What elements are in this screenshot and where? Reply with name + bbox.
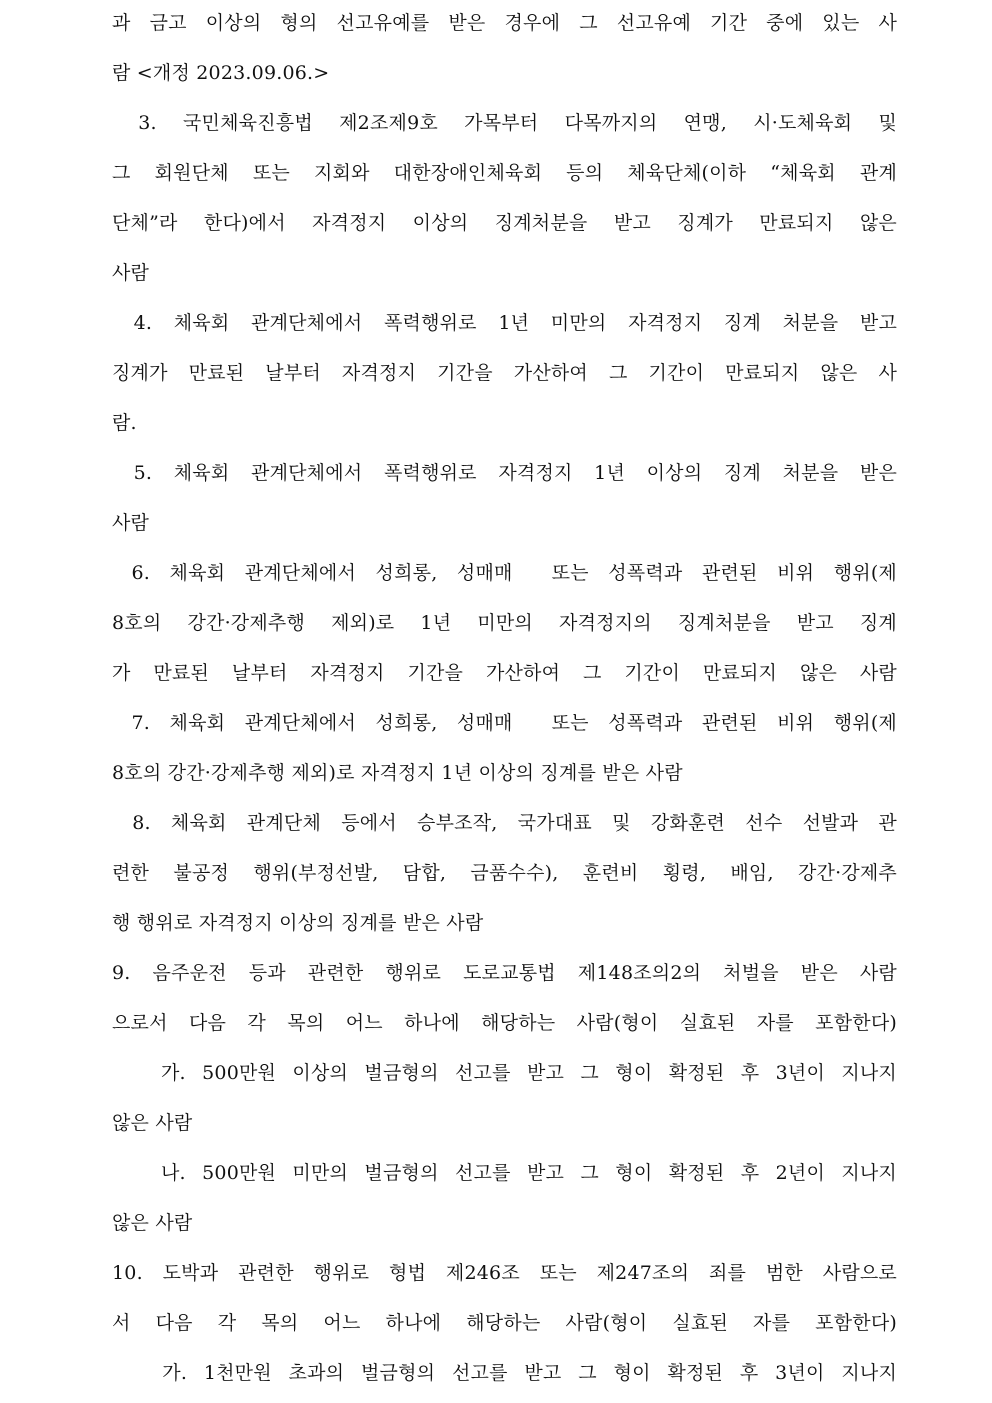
text-line: 가. 500만원 이상의 벌금형의 선고를 받고 그 형이 확정된 후 3년이 지나지 (112, 1062, 897, 1084)
text-line: 나. 500만원 미만의 벌금형의 선고를 받고 그 형이 확정된 후 2년이 지나지 (112, 1162, 897, 1184)
text-line: 과 금고 이상의 형의 선고유예를 받은 경우에 그 선고유예 기간 중에 있는 사 (112, 12, 897, 34)
text-line: 7. 체육회 관계단체에서 성희롱, 성매매 또는 성폭력과 관련된 비위 행위(제 (112, 712, 897, 734)
text-line: 으로서 다음 각 목의 어느 하나에 해당하는 사람(형이 실효된 자를 포함한다) (112, 1012, 897, 1034)
text-line: 않은 사람 (112, 1112, 193, 1134)
text-line: 6. 체육회 관계단체에서 성희롱, 성매매 또는 성폭력과 관련된 비위 행위(제 (112, 562, 897, 584)
text-line: 련한 불공정 행위(부정선발, 담합, 금품수수), 훈련비 횡령, 배임, 강간·강제추 (112, 862, 897, 884)
document-body (112, 2, 897, 1402)
text-line: 3. 국민체육진흥법 제2조제9호 가목부터 다목까지의 연맹, 시·도체육회 및 (112, 112, 897, 134)
text-line: 5. 체육회 관계단체에서 폭력행위로 자격정지 1년 이상의 징계 처분을 받은 (112, 462, 897, 484)
text-line: 단체”라 한다)에서 자격정지 이상의 징계처분을 받고 징계가 만료되지 않은 (112, 212, 897, 234)
text-line: 8호의 강간·강제추행 제외)로 1년 미만의 자격정지의 징계처분을 받고 징계 (112, 612, 897, 634)
text-line: 징계가 만료된 날부터 자격정지 기간을 가산하여 그 기간이 만료되지 않은 사 (112, 362, 897, 384)
text-line: 람. (112, 412, 137, 434)
text-line: 서 다음 각 목의 어느 하나에 해당하는 사람(형이 실효된 자를 포함한다) (112, 1312, 897, 1334)
text-line: 8. 체육회 관계단체 등에서 승부조작, 국가대표 및 강화훈련 선수 선발과 관 (112, 812, 897, 834)
text-line: 않은 사람 (112, 1212, 193, 1234)
text-line: 그 회원단체 또는 지회와 대한장애인체육회 등의 체육단체(이하 “체육회 관계 (112, 162, 897, 184)
text-line: 9. 음주운전 등과 관련한 행위로 도로교통법 제148조의2의 처벌을 받은 사람 (112, 962, 897, 984)
text-line: 4. 체육회 관계단체에서 폭력행위로 1년 미만의 자격정지 징계 처분을 받고 (112, 312, 897, 334)
text-line: 8호의 강간·강제추행 제외)로 자격정지 1년 이상의 징계를 받은 사람 (112, 762, 683, 784)
text-line: 가 만료된 날부터 자격정지 기간을 가산하여 그 기간이 만료되지 않은 사람 (112, 662, 897, 684)
text-line: 행 행위로 자격정지 이상의 징계를 받은 사람 (112, 912, 484, 934)
text-line: 가. 1천만원 초과의 벌금형의 선고를 받고 그 형이 확정된 후 3년이 지나지 (112, 1362, 897, 1384)
text-line: 사람 (112, 512, 150, 534)
text-line: 사람 (112, 262, 150, 284)
text-line: 10. 도박과 관련한 행위로 형법 제246조 또는 제247조의 죄를 범한 사람으로 (112, 1262, 897, 1284)
text-line: 람 <개정 2023.09.06.> (112, 62, 330, 84)
